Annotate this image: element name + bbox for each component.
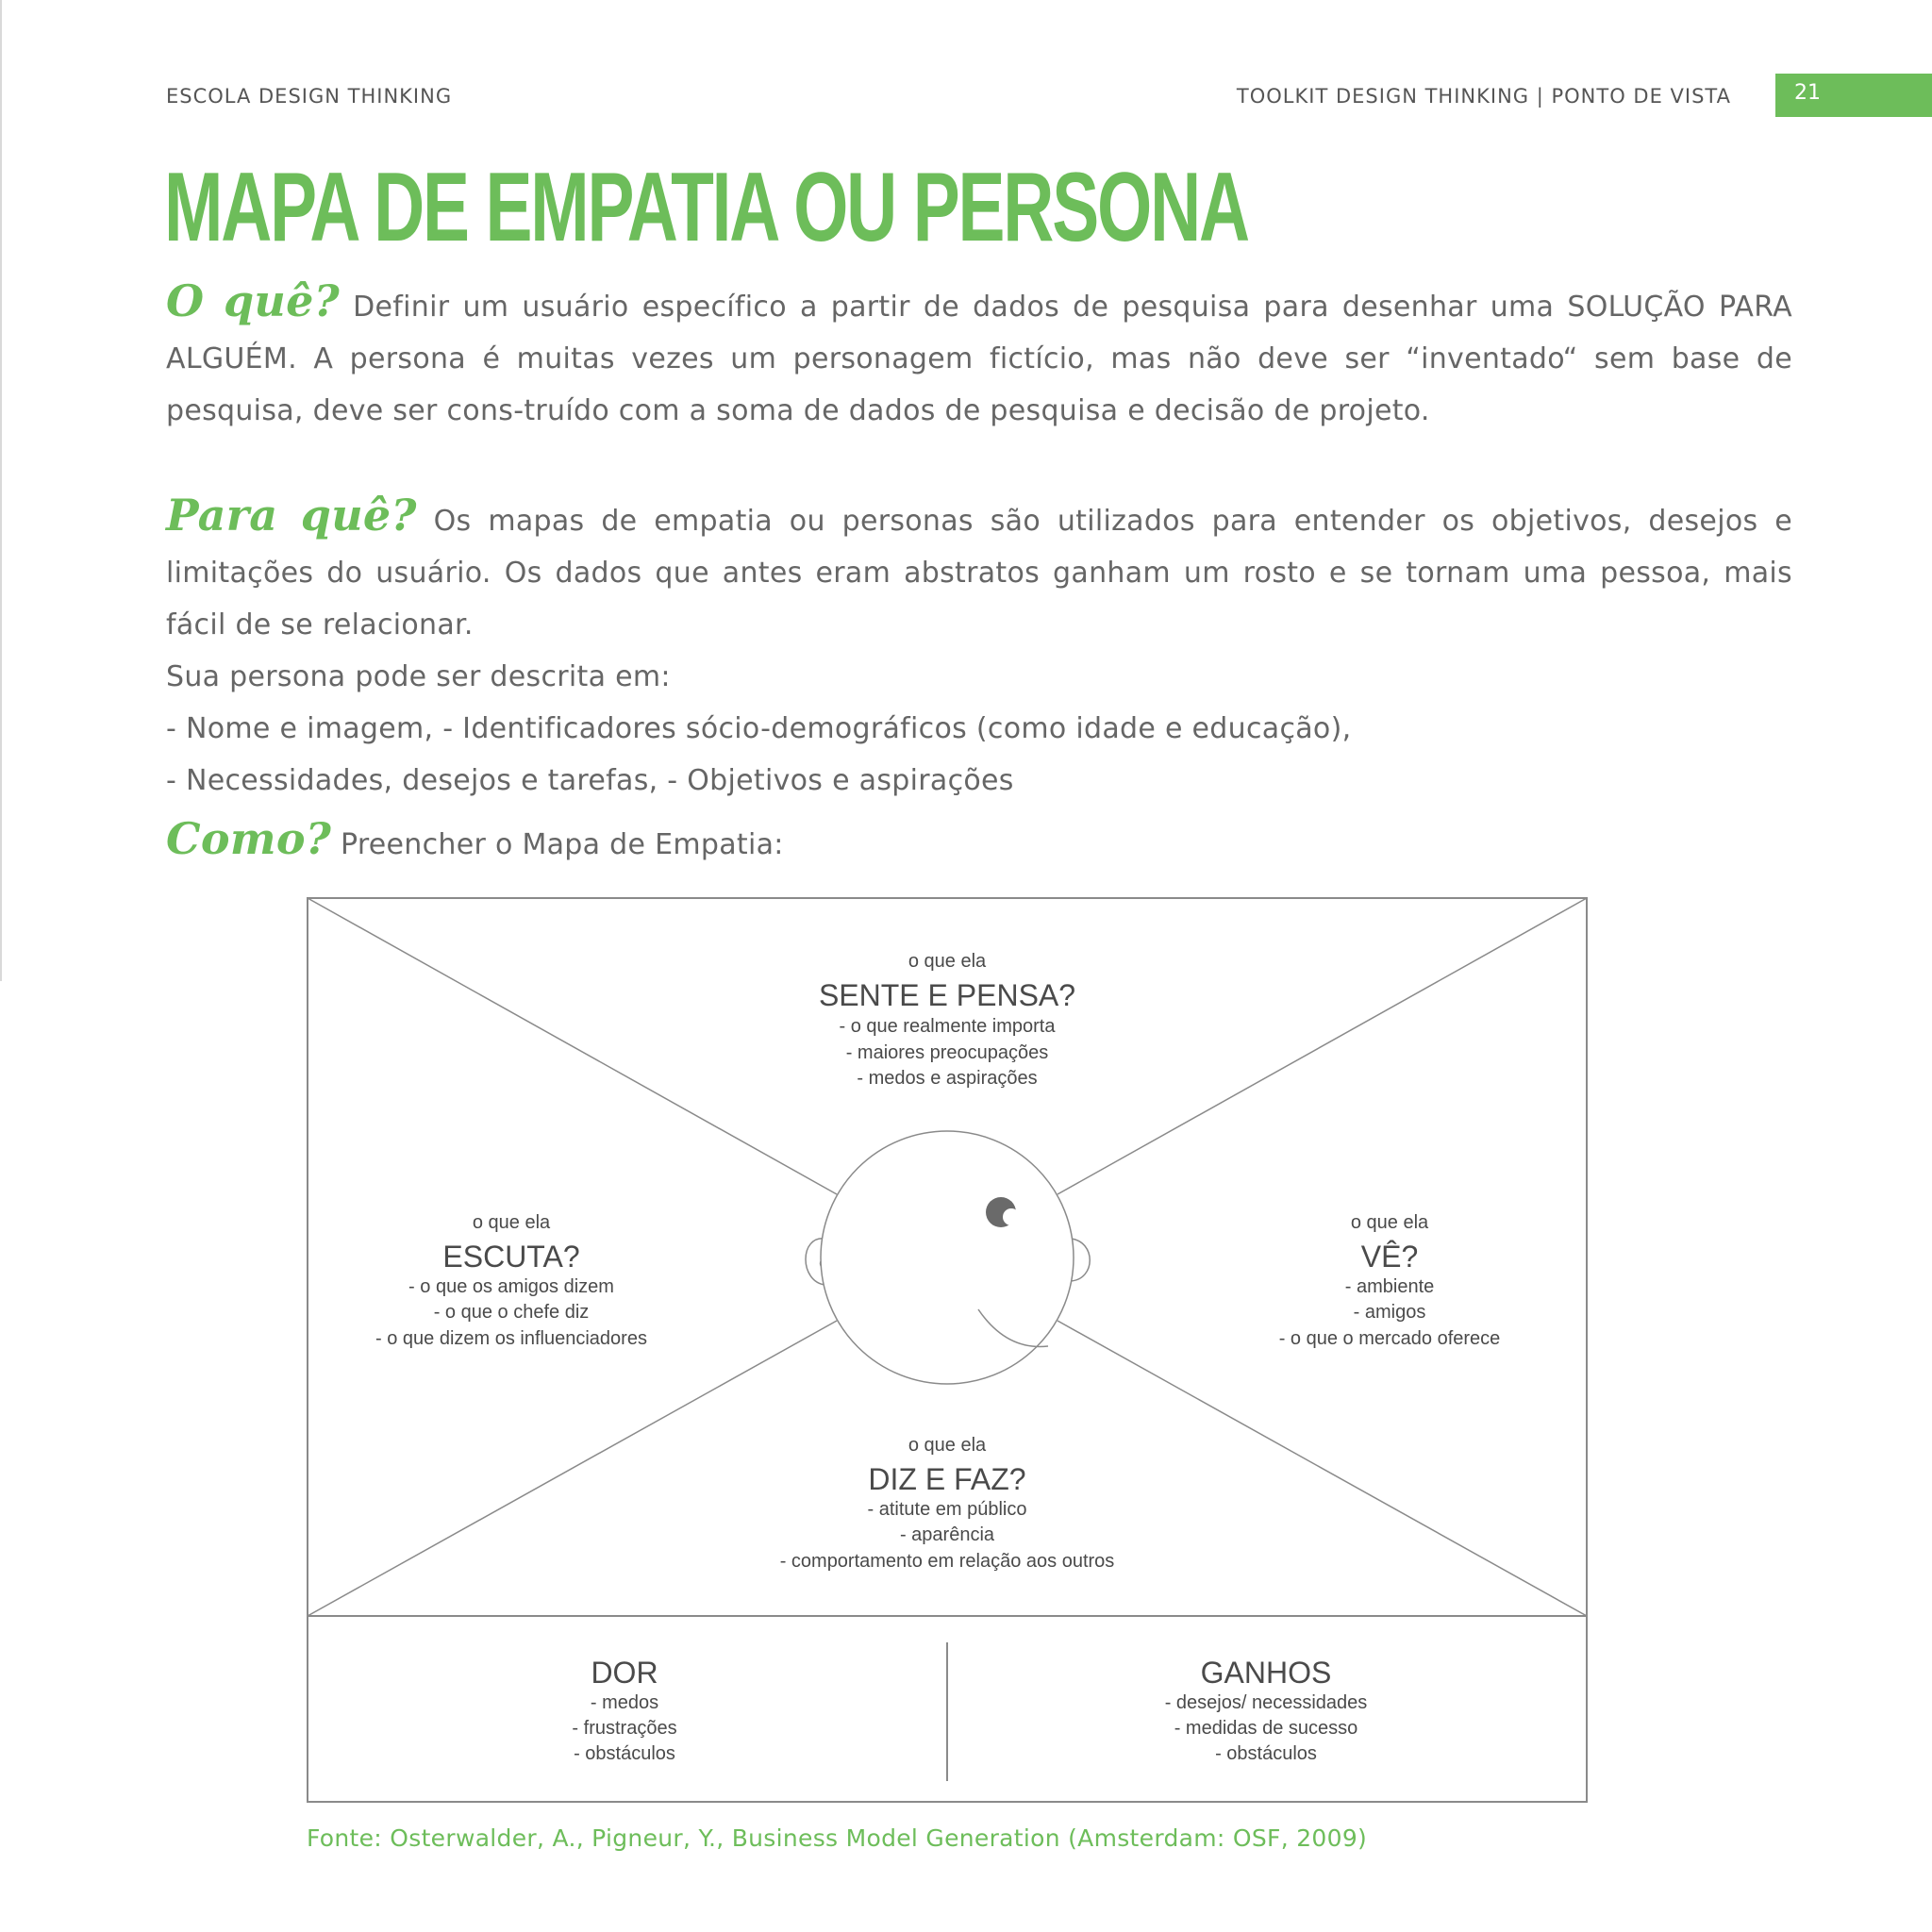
gain-heading: GANHOS	[1200, 1656, 1332, 1690]
source-citation: Fonte: Osterwalder, A., Pigneur, Y., Business Model Generation (Amsterdam: OSF, 2009)	[307, 1824, 1368, 1852]
quadrant-right-item: - o que o mercado oferece	[1278, 1328, 1501, 1349]
eye-highlight	[1003, 1208, 1020, 1225]
pain-item: - frustrações	[572, 1718, 677, 1739]
pain-item: - obstáculos	[574, 1743, 675, 1764]
quadrant-top-item: - medos e aspirações	[857, 1068, 1038, 1089]
quadrant-right-item: - ambiente	[1344, 1276, 1435, 1297]
quadrant-left-item: - o que o chefe diz	[433, 1302, 590, 1323]
section-how	[166, 813, 1792, 871]
header-left: ESCOLA DESIGN THINKING	[166, 85, 453, 108]
section-what-text: Definir um usuário específico a partir de dados de pesquisa para desenhar uma SOLUÇÃO PARA ALGUÉM. A persona é muitas vezes um personagem fictício, mas não deve ser “inventado“ sem base de pesquisa, deve ser cons-truído com a soma de dados de pesquisa e decisão de projeto.	[166, 291, 1792, 427]
section-why	[166, 490, 1792, 807]
quadrant-right-heading: VÊ?	[1360, 1240, 1419, 1274]
section-why-line: - Necessidades, desejos e tarefas, - Objetivos e aspirações	[166, 764, 1014, 797]
section-why-line: - Nome e imagem, - Identificadores sócio-demográficos (como idade e educação),	[166, 712, 1352, 745]
page-edge-line	[0, 0, 2, 981]
section-what	[166, 275, 1792, 437]
section-why-line: Sua persona pode ser descrita em:	[166, 660, 671, 693]
quadrant-top-item: - maiores preocupações	[845, 1042, 1049, 1063]
section-why-text: Os mapas de empatia ou personas são utilizados para entender os objetivos, desejos e limitações do usuário. Os dados que antes eram abstratos ganham um rosto e se tornam uma pessoa, mais fácil de se relacionar.	[166, 505, 1793, 641]
quadrant-left-heading: ESCUTA?	[442, 1240, 580, 1274]
pain-item: - medos	[590, 1692, 659, 1713]
quadrant-bottom-item: - comportamento em relação aos outros	[779, 1551, 1115, 1572]
quadrant-bottom-item: - atitute em público	[867, 1499, 1027, 1520]
page-number: 21	[1775, 74, 1932, 117]
quadrant-left-item: - o que dizem os influenciadores	[375, 1328, 647, 1349]
gain-item: - desejos/ necessidades	[1164, 1692, 1368, 1713]
quadrant-left-item: - o que os amigos dizem	[408, 1276, 614, 1297]
empathy-map	[307, 897, 1588, 1803]
page-title: MAPA DE EMPATIA OU PERSONA	[164, 153, 1248, 262]
gain-item: - medidas de sucesso	[1174, 1718, 1358, 1739]
quadrant-top-heading: SENTE E PENSA?	[818, 978, 1076, 1012]
quadrant-bottom-item: - aparência	[899, 1524, 995, 1545]
section-how-keyword: Como?	[166, 813, 332, 864]
quadrant-left-prefix: o que ela	[472, 1212, 551, 1233]
section-how-text: Preencher o Mapa de Empatia:	[340, 828, 784, 861]
section-what-keyword: O quê?	[166, 275, 340, 326]
header-right: TOOLKIT DESIGN THINKING | PONTO DE VISTA	[1236, 85, 1731, 108]
quadrant-right-prefix: o que ela	[1350, 1212, 1429, 1233]
section-why-keyword: Para quê?	[166, 490, 417, 541]
quadrant-bottom-heading: DIZ E FAZ?	[868, 1462, 1026, 1496]
quadrant-top-item: - o que realmente importa	[839, 1016, 1056, 1037]
quadrant-bottom-prefix: o que ela	[908, 1435, 987, 1456]
quadrant-right-item: - amigos	[1353, 1302, 1426, 1323]
pain-heading: DOR	[591, 1656, 658, 1690]
quadrant-top-prefix: o que ela	[908, 951, 987, 972]
gain-item: - obstáculos	[1215, 1743, 1317, 1764]
